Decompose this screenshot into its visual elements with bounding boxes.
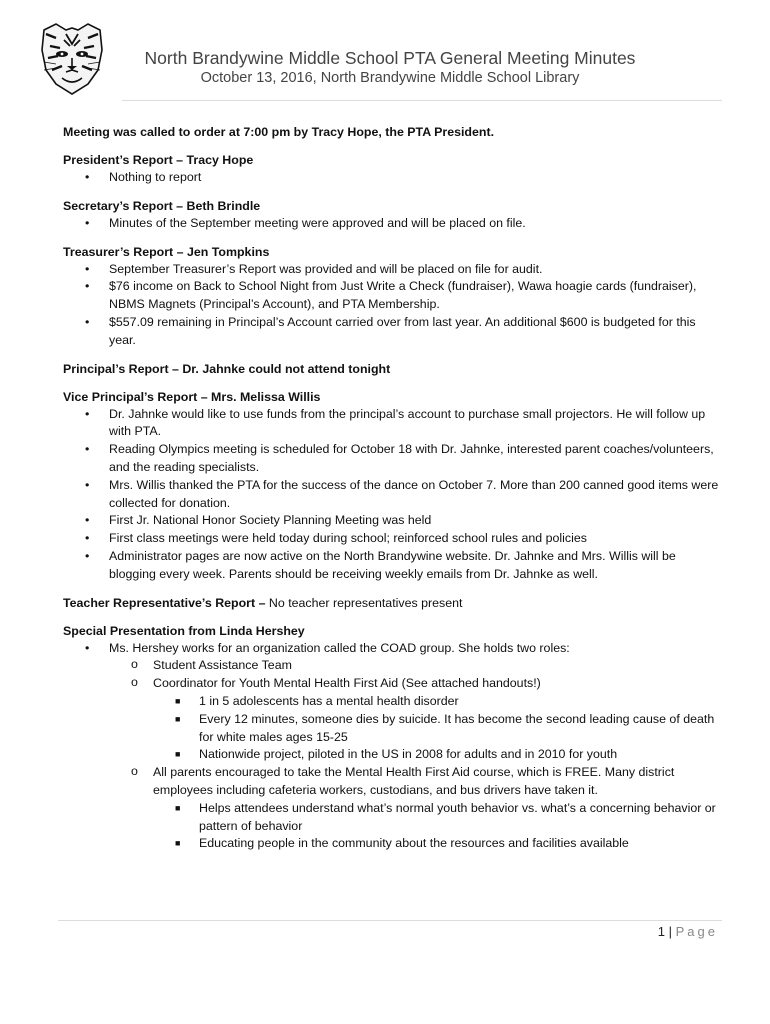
list-item: ■ Helps attendees understand what’s normal youth behavior vs. what’s a concerning behavior or pattern of behavior	[175, 800, 716, 833]
list-item: • September Treasurer’s Report was provided and will be placed on file for audit.	[63, 261, 723, 279]
list-item: • Ms. Hershey works for an organization called the COAD group. She holds two roles:	[63, 640, 723, 658]
president-report-list	[63, 169, 723, 187]
teacher-rep-report	[63, 594, 723, 612]
list-item: • Dr. Jahnke would like to use funds from the principal’s account to purchase small projectors. He will follow up with PTA.	[85, 406, 706, 439]
list-item: • $76 income on Back to School Night from Just Write a Check (fundraiser), Wawa hoagie cards (fundraiser), NBMS Magnets (Principal’s Account), and PTA Membership.	[85, 279, 697, 312]
list-item: o Coordinator for Youth Mental Health First Aid (See attached handouts!)	[131, 675, 541, 691]
list-item: • First Jr. National Honor Society Planning Meeting was held	[63, 512, 723, 530]
list-item: o Student Assistance Team	[131, 657, 292, 673]
list-item: o All parents encouraged to take the Mental Health First Aid course, which is FREE. Many district employees including cafeteria workers, custodians, and bus drivers have taken it.	[131, 764, 675, 797]
header-divider	[122, 100, 722, 101]
list-item: • Administrator pages are now active on the North Brandywine website. Dr. Jahnke and Mrs. Willis will be blogging every week. Parents should be receiving weekly emails from Dr. Jahnke as well.	[85, 548, 676, 581]
square-bullet-icon: ■	[175, 695, 181, 706]
circle-bullet-icon: o	[131, 764, 138, 779]
page-label: Page	[675, 924, 718, 939]
bullet-icon: •	[85, 170, 90, 184]
document-body	[63, 123, 723, 853]
treasurer-report-heading: Treasurer’s Report – Jen Tompkins	[63, 244, 270, 259]
special-presentation-heading: Special Presentation from Linda Hershey	[63, 623, 305, 638]
square-bullet-icon: ■	[175, 713, 181, 724]
list-item: • Nothing to report	[63, 169, 723, 187]
square-bullet-icon: ■	[175, 749, 181, 760]
vice-principal-report-list	[63, 406, 723, 584]
president-report-heading: President’s Report – Tracy Hope	[63, 153, 254, 167]
list-item: ■ Educating people in the community about the resources and facilities available	[63, 835, 723, 853]
bullet-icon: •	[85, 640, 90, 655]
bullet-icon: •	[85, 314, 90, 329]
page-subtitle: October 13, 2016, North Brandywine Middle School Library	[200, 70, 580, 86]
call-to-order: Meeting was called to order at 7:00 pm by Tracy Hope, the PTA President.	[63, 125, 495, 139]
bullet-icon: •	[85, 215, 90, 230]
list-item: • Reading Olympics meeting is scheduled for October 18 with Dr. Jahnke, interested parent coaches/volunteers, and the reading specialists.	[85, 442, 714, 474]
bullet-icon: •	[85, 442, 90, 457]
circle-bullet-icon: o	[131, 657, 138, 672]
bullet-icon: •	[85, 406, 90, 421]
vice-principal-report-heading: Vice Principal’s Report – Mrs. Melissa Willis	[63, 389, 321, 404]
page-footer	[658, 924, 718, 939]
square-bullet-icon: ■	[175, 838, 181, 849]
treasurer-report-list	[63, 261, 723, 350]
page-title: North Brandywine Middle School PTA General Meeting Minutes	[144, 48, 636, 68]
footer-divider	[58, 920, 722, 921]
special-presentation-list	[63, 640, 723, 854]
teacher-rep-report-heading: Teacher Representative’s Report –	[63, 595, 266, 610]
secretary-report-heading: Secretary’s Report – Beth Brindle	[63, 198, 261, 213]
list-item: ■ 1 in 5 adolescents has a mental health disorder	[63, 693, 723, 711]
list-item: • $557.09 remaining in Principal’s Account carried over from last year. An additional $600 is budgeted for this year.	[85, 314, 696, 347]
principal-report-heading: Principal’s Report – Dr. Jahnke could not attend tonight	[63, 361, 391, 376]
bullet-icon: •	[85, 279, 90, 294]
bullet-icon: •	[85, 261, 90, 276]
bullet-icon: •	[85, 513, 90, 528]
list-item: • Minutes of the September meeting were approved and will be placed on file.	[63, 215, 723, 233]
footer-separator: |	[665, 924, 676, 939]
teacher-rep-report-text: No teacher representatives present	[265, 595, 463, 610]
list-item: ■ Nationwide project, piloted in the US in 2008 for adults and in 2010 for youth	[63, 746, 723, 764]
list-item: ■ Every 12 minutes, someone dies by suicide. It has become the second leading cause of death for white males ages 15-25	[175, 711, 715, 744]
square-bullet-icon: ■	[175, 802, 181, 813]
bullet-icon: •	[85, 548, 90, 563]
page-number: 1	[657, 924, 666, 939]
secretary-report-list	[63, 215, 723, 233]
circle-bullet-icon: o	[131, 675, 138, 690]
bullet-icon: •	[85, 477, 90, 492]
list-item: • Mrs. Willis thanked the PTA for the success of the dance on October 7. More than 200 canned good items were collected for donation.	[85, 477, 719, 510]
bullet-icon: •	[85, 531, 90, 546]
list-item: • First class meetings were held today during school; reinforced school rules and policies	[63, 530, 723, 548]
